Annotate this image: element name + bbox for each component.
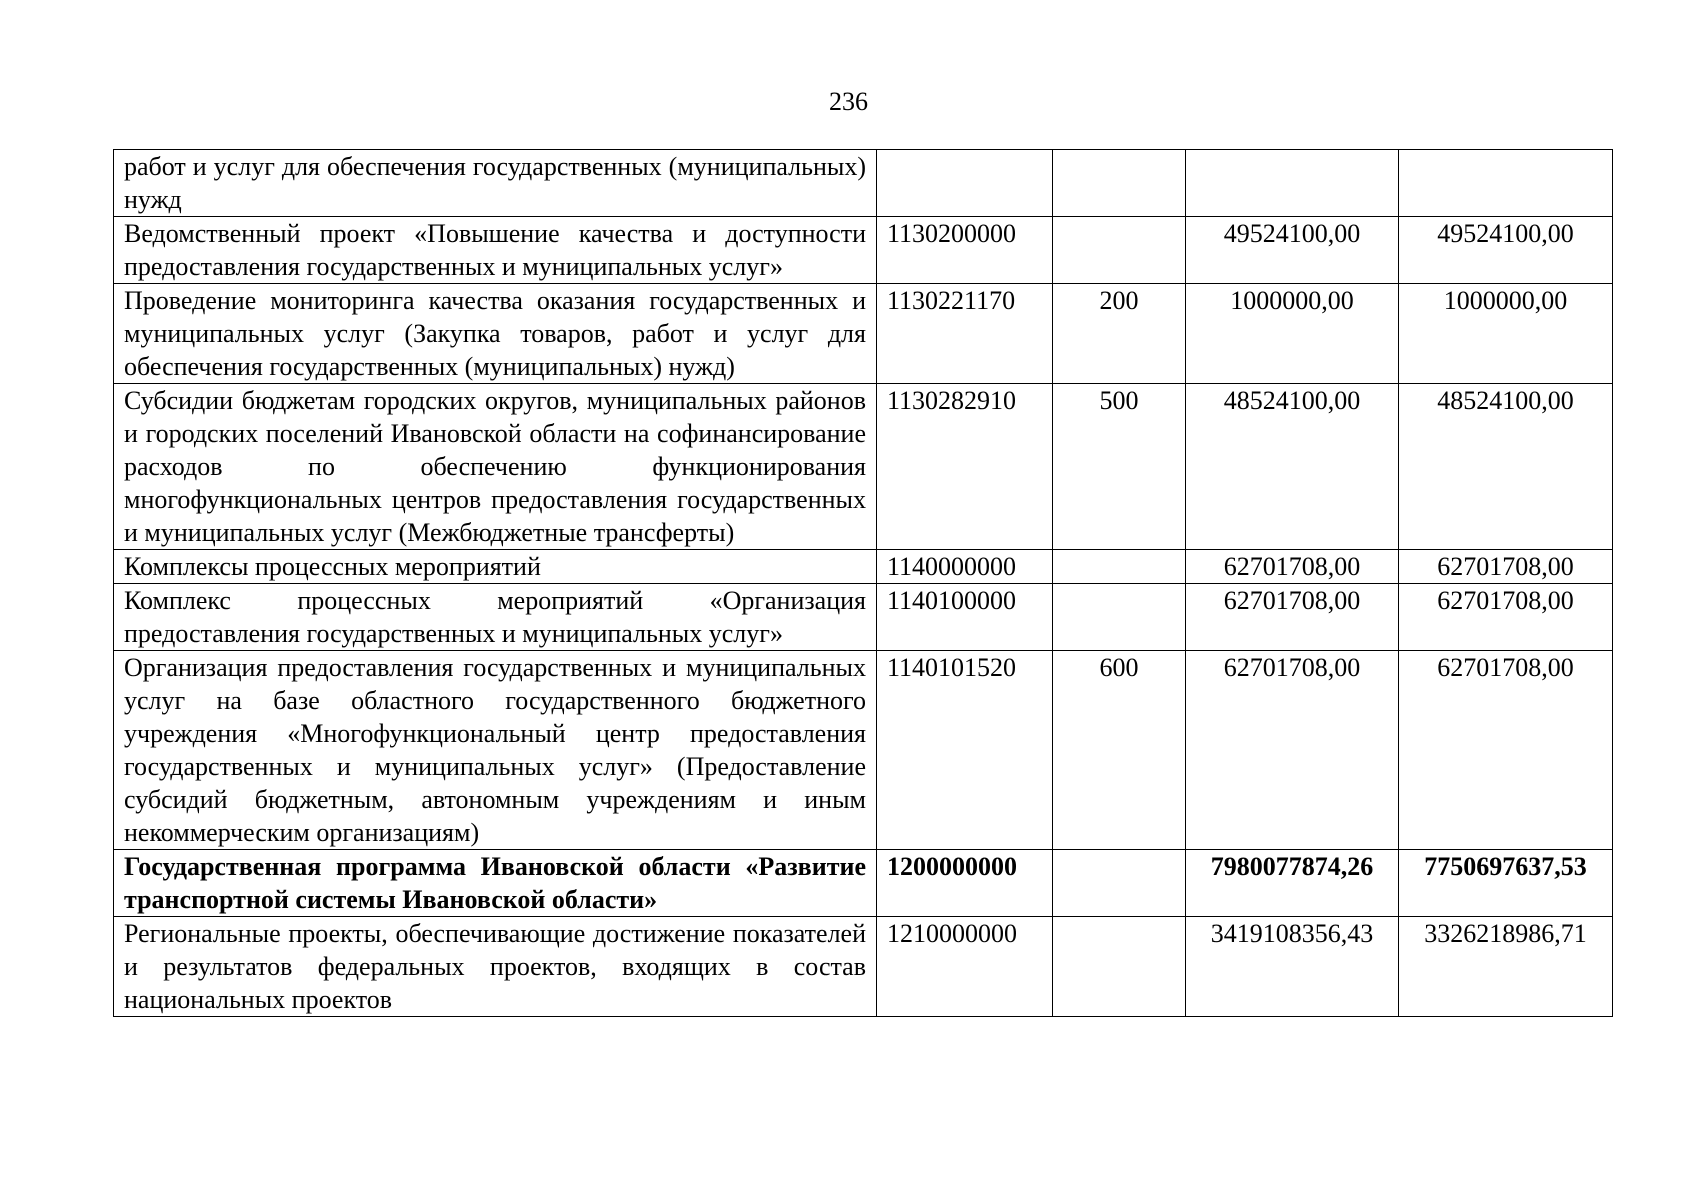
row-amount-1: 3419108356,43 [1186, 917, 1399, 1017]
row-amount-2: 62701708,00 [1399, 550, 1613, 584]
row-code: 1200000000 [877, 850, 1053, 917]
row-code [877, 150, 1053, 217]
row-code: 1210000000 [877, 917, 1053, 1017]
row-amount-2: 1000000,00 [1399, 284, 1613, 384]
table-row [114, 584, 1613, 651]
row-name: Комплекс процессных мероприятий «Организация предоставления государственных и муниципальных услуг» [114, 584, 877, 651]
row-expense-type [1053, 550, 1186, 584]
row-name: Государственная программа Ивановской области «Развитие транспортной системы Ивановской области» [114, 850, 877, 917]
page-number: 236 [829, 87, 868, 116]
row-amount-1: 62701708,00 [1186, 651, 1399, 850]
table-row-program [114, 850, 1613, 917]
row-name: работ и услуг для обеспечения государственных (муниципальных) нужд [114, 150, 877, 217]
row-amount-2: 7750697637,53 [1399, 850, 1613, 917]
row-expense-type [1053, 850, 1186, 917]
row-amount-2: 48524100,00 [1399, 384, 1613, 550]
table-row [114, 150, 1613, 217]
row-name: Организация предоставления государственных и муниципальных услуг на базе областного государственного бюджетного учреждения «Многофункциональный центр предоставления государственных и муниципальных услуг» (Предоставление субсидий бюджетным, автономным учреждениям и иным некоммерческим организациям) [114, 651, 877, 850]
row-amount-2: 62701708,00 [1399, 651, 1613, 850]
row-amount-1 [1186, 150, 1399, 217]
row-expense-type: 500 [1053, 384, 1186, 550]
row-name: Комплексы процессных мероприятий [114, 550, 877, 584]
table-row [114, 651, 1613, 850]
row-amount-2: 62701708,00 [1399, 584, 1613, 651]
budget-table [113, 149, 1613, 1017]
table-row [114, 384, 1613, 550]
row-code: 1140101520 [877, 651, 1053, 850]
row-expense-type: 200 [1053, 284, 1186, 384]
row-code: 1130200000 [877, 217, 1053, 284]
row-code: 1140100000 [877, 584, 1053, 651]
row-code: 1140000000 [877, 550, 1053, 584]
row-amount-2: 49524100,00 [1399, 217, 1613, 284]
row-expense-type [1053, 917, 1186, 1017]
row-amount-1: 7980077874,26 [1186, 850, 1399, 917]
row-expense-type: 600 [1053, 651, 1186, 850]
table-row [114, 550, 1613, 584]
row-expense-type [1053, 584, 1186, 651]
row-amount-2 [1399, 150, 1613, 217]
row-amount-2: 3326218986,71 [1399, 917, 1613, 1017]
row-name: Ведомственный проект «Повышение качества и доступности предоставления государственных и муниципальных услуг» [114, 217, 877, 284]
row-name: Субсидии бюджетам городских округов, муниципальных районов и городских поселений Ивановской области на софинансирование расходов по обеспечению функционирования многофункциональных центров предоставления государственных и муниципальных услуг (Межбюджетные трансферты) [114, 384, 877, 550]
row-expense-type [1053, 217, 1186, 284]
row-amount-1: 49524100,00 [1186, 217, 1399, 284]
row-expense-type [1053, 150, 1186, 217]
row-name: Региональные проекты, обеспечивающие достижение показателей и результатов федеральных проектов, входящих в состав национальных проектов [114, 917, 877, 1017]
table-row [114, 917, 1613, 1017]
row-amount-1: 62701708,00 [1186, 584, 1399, 651]
row-name: Проведение мониторинга качества оказания государственных и муниципальных услуг (Закупка товаров, работ и услуг для обеспечения государственных (муниципальных) нужд) [114, 284, 877, 384]
row-amount-1: 1000000,00 [1186, 284, 1399, 384]
table-row [114, 284, 1613, 384]
row-code: 1130221170 [877, 284, 1053, 384]
row-amount-1: 62701708,00 [1186, 550, 1399, 584]
table-row [114, 217, 1613, 284]
row-code: 1130282910 [877, 384, 1053, 550]
row-amount-1: 48524100,00 [1186, 384, 1399, 550]
